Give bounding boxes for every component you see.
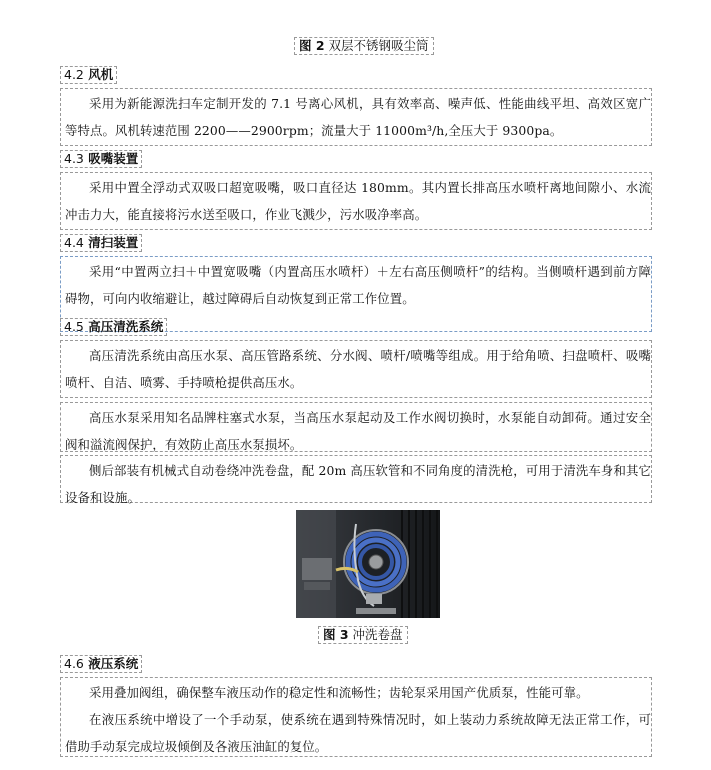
- section-4-6-body: [60, 677, 652, 757]
- section-4-4-heading: [60, 234, 142, 252]
- figure-2-text: 双层不锈钢吸尘筒: [328, 38, 429, 53]
- section-4-2-heading: [60, 66, 117, 84]
- figure-3-text: 冲洗卷盘: [352, 627, 403, 642]
- figure-3-label: 图 3: [323, 627, 349, 642]
- section-4-3-body: [60, 172, 652, 230]
- hose-reel-illustration: [296, 510, 440, 618]
- section-4-5-body-2: [60, 402, 652, 452]
- section-4-5-body-3: [60, 455, 652, 503]
- section-title: 风机: [88, 67, 114, 82]
- paragraph: 采用为新能源洗扫车定制开发的 7.1 号离心风机，具有效率高、噪声低、性能曲线平坦、高效区宽广等特点。风机转速范围 2200——2900rpm；流量大于 11000m³/h,全压大于 9300pa。: [65, 96, 651, 138]
- section-number: 4.6: [64, 656, 84, 671]
- paragraph: 高压水泵采用知名品牌柱塞式水泵，当高压水泵起动及工作水阀切换时，水泵能自动卸荷。通过安全阀和溢流阀保护，有效防止高压水泵损坏。: [65, 410, 651, 452]
- paragraph: 采用叠加阀组，确保整车液压动作的稳定性和流畅性；齿轮泵采用国产优质泵，性能可靠。: [89, 685, 589, 700]
- section-title: 清扫装置: [88, 235, 139, 250]
- section-4-5-body-1: [60, 340, 652, 398]
- section-number: 4.5: [64, 319, 84, 334]
- hose-reel-photo: [296, 510, 440, 618]
- section-title: 高压清洗系统: [88, 319, 164, 334]
- paragraph: 高压清洗系统由高压水泵、高压管路系统、分水阀、喷杆/喷嘴等组成。用于给角喷、扫盘喷杆、吸嘴喷杆、自洁、喷雾、手持喷枪提供高压水。: [65, 348, 651, 390]
- section-title: 液压系统: [88, 656, 139, 671]
- section-4-6-heading: [60, 655, 142, 673]
- section-4-2-body: [60, 88, 652, 146]
- paragraph: 采用中置全浮动式双吸口超宽吸嘴，吸口直径达 180mm。其内置长排高压水喷杆离地间隙小、水流冲击力大，能直接将污水送至吸口，作业飞溅少，污水吸净率高。: [65, 180, 651, 222]
- paragraph: 采用“中置两立扫＋中置宽吸嘴（内置高压水喷杆）＋左右高压侧喷杆”的结构。当侧喷杆遇到前方障碍物，可向内收缩避让，越过障碍后自动恢复到正常工作位置。: [65, 264, 651, 306]
- section-4-3-heading: [60, 150, 142, 168]
- section-4-5-heading: [60, 318, 167, 336]
- figure-3-caption: [318, 626, 408, 644]
- section-number: 4.2: [64, 67, 84, 82]
- figure-2-caption: [294, 37, 434, 55]
- section-number: 4.3: [64, 151, 84, 166]
- paragraph: 在液压系统中增设了一个手动泵，使系统在遇到特殊情况时，如上装动力系统故障无法正常工作，可借助手动泵完成垃圾倾倒及各液压油缸的复位。: [65, 712, 651, 754]
- figure-2-label: 图 2: [299, 38, 325, 53]
- paragraph: 侧后部装有机械式自动卷绕冲洗卷盘，配 20m 高压软管和不同角度的清洗枪，可用于清洗车身和其它设备和设施。: [65, 463, 651, 505]
- section-title: 吸嘴装置: [88, 151, 139, 166]
- section-number: 4.4: [64, 235, 84, 250]
